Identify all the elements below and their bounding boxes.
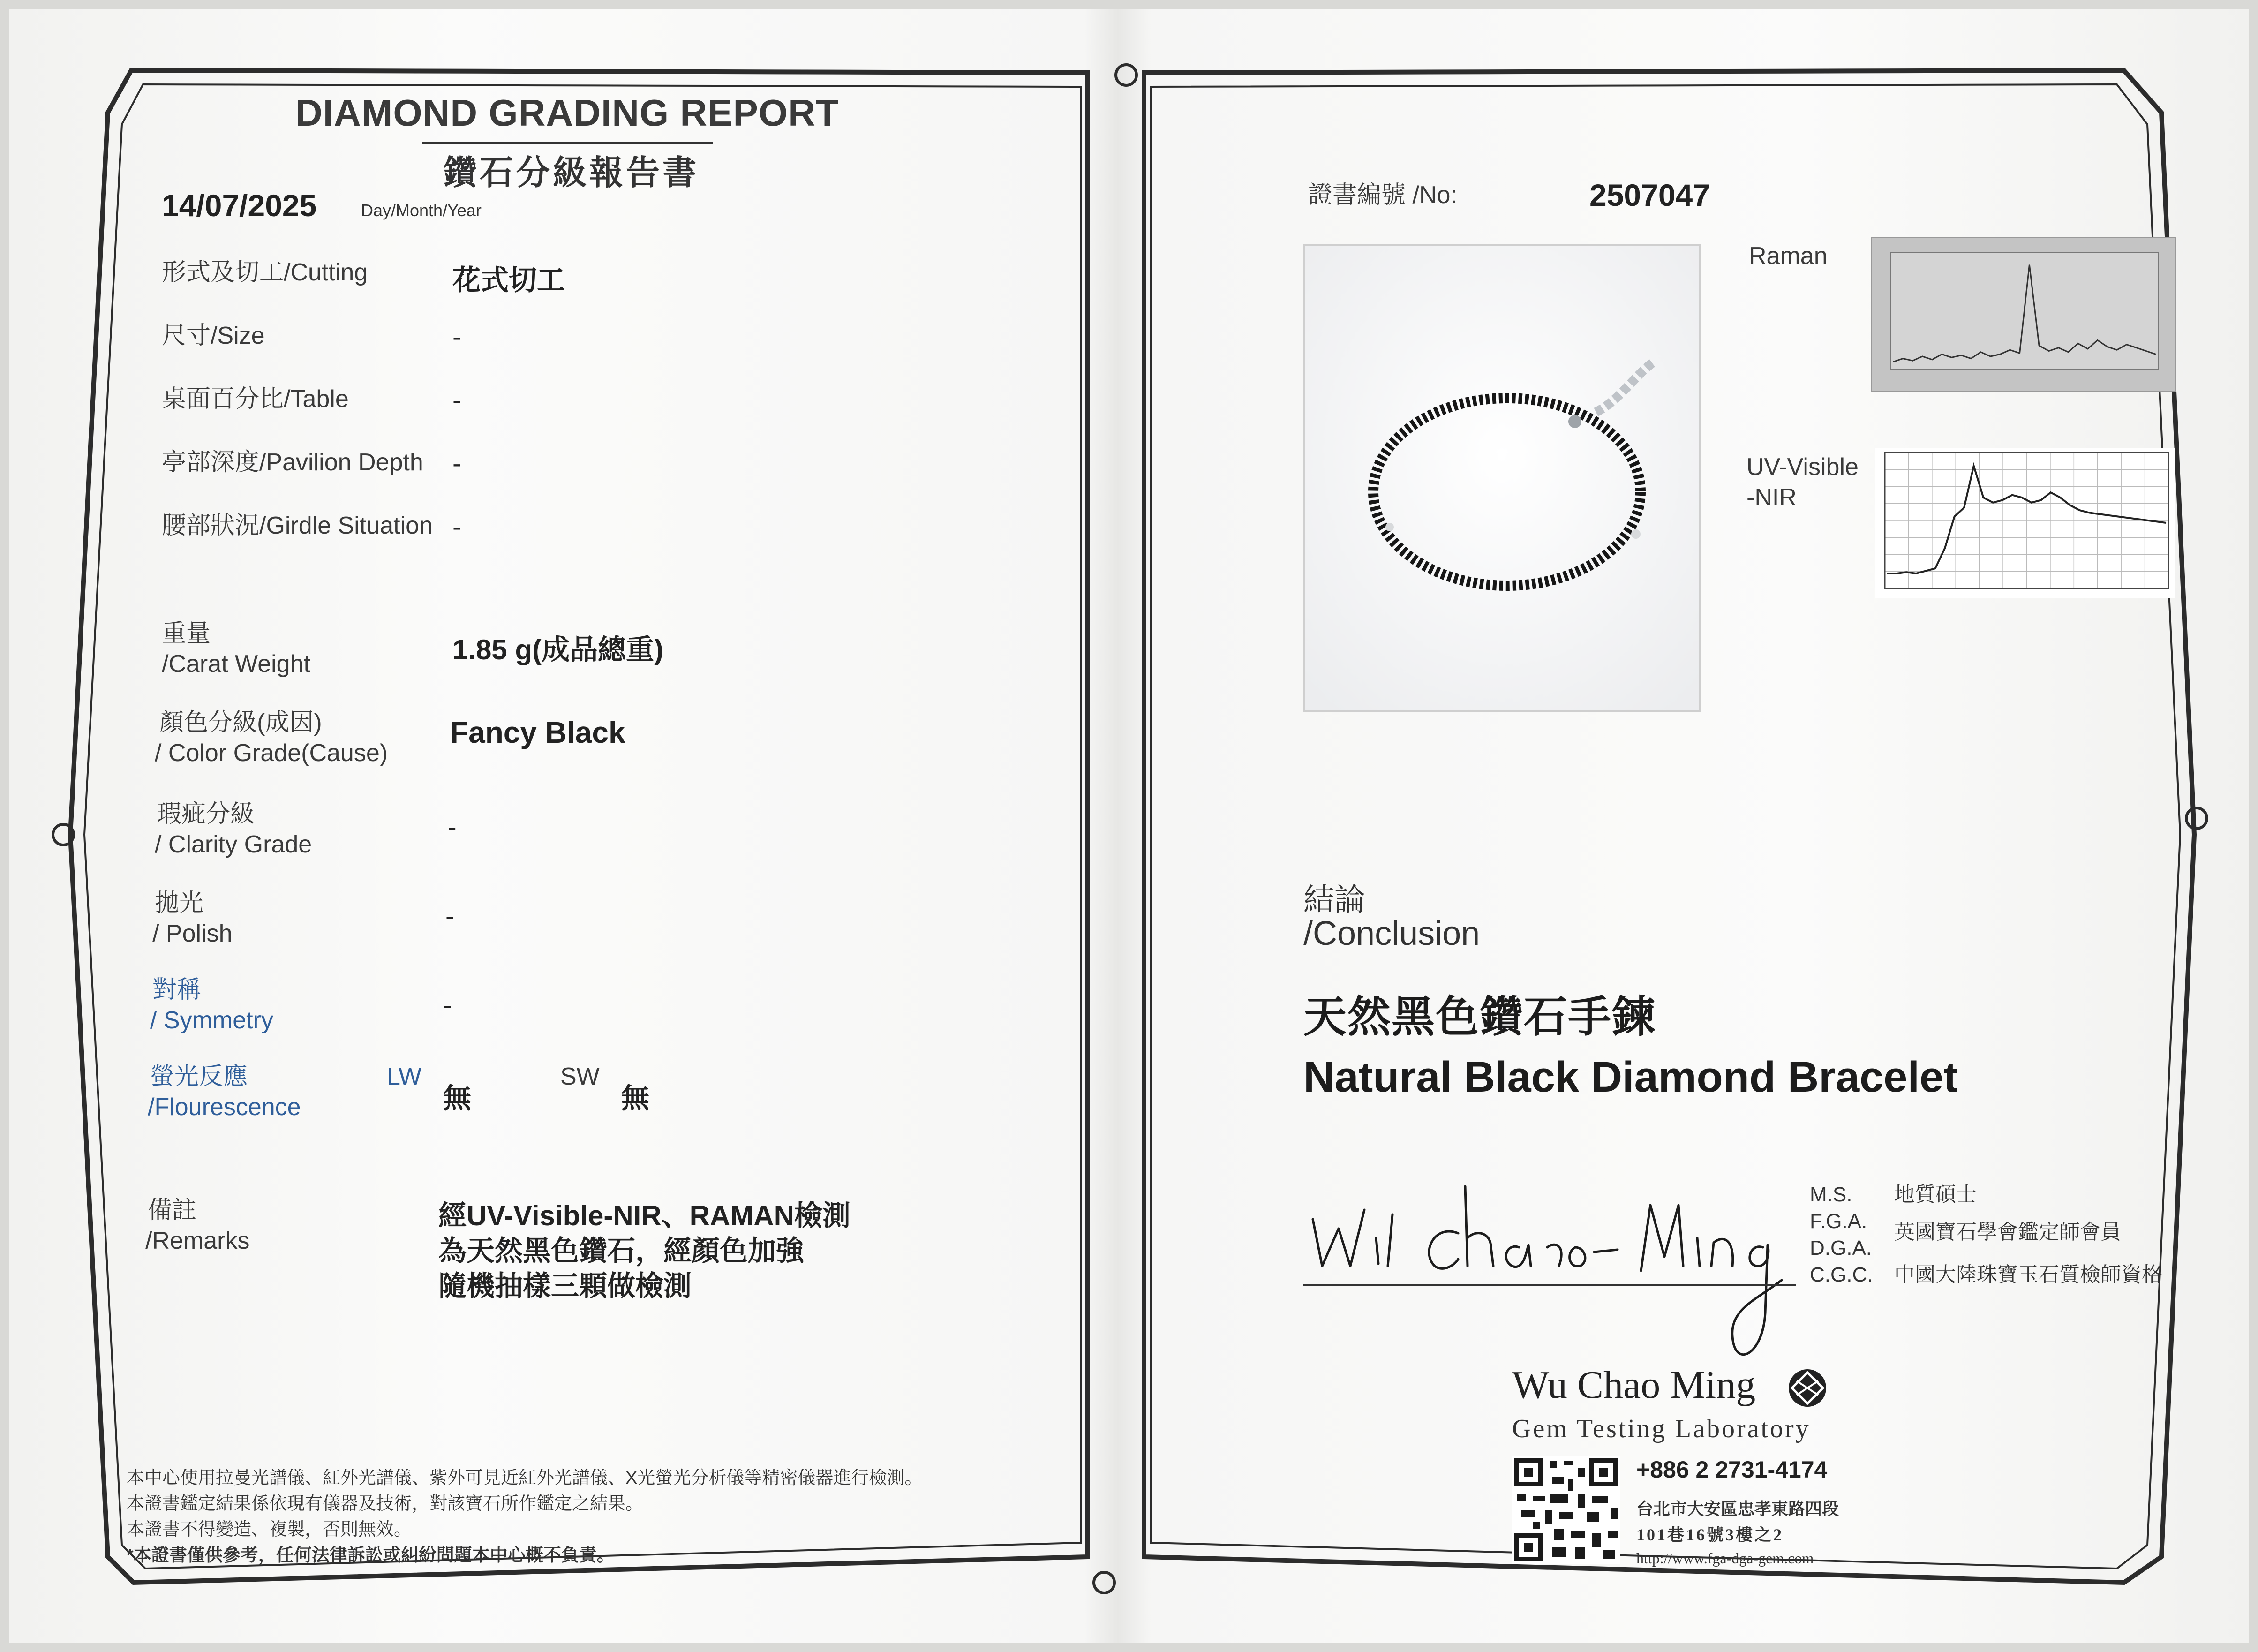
polish-label-zh: 拋光 xyxy=(155,890,204,917)
color-label-zh: 顏色分級(成因) xyxy=(159,709,322,736)
cert-number-label: 證書編號 /No: xyxy=(1308,181,1457,209)
conclusion-en: Natural Black Diamond Bracelet xyxy=(1303,1053,1958,1101)
clarity-label-zh: 瑕疵分級 xyxy=(157,800,255,828)
polish-label-en: / Polish xyxy=(152,920,233,947)
signature-image xyxy=(1294,1158,1810,1374)
conclusion-zh: 天然黑色鑽石手鍊 xyxy=(1303,993,1656,1041)
raman-chart-svg xyxy=(1872,238,2175,391)
remarks-line-2: 為天然黑色鑽石，經顏色加強 xyxy=(438,1235,804,1267)
lab-logo-icon xyxy=(1786,1367,1829,1409)
table-value: - xyxy=(452,385,461,415)
symmetry-label-zh: 對稱 xyxy=(152,976,202,1003)
credential-text-4: 中國大陸珠寶玉石質檢師資格 xyxy=(1894,1263,2162,1286)
footer-note-4: *本證書僅供參考，任何法律訴訟或糾紛問題本中心概不負責。 xyxy=(127,1546,615,1565)
fluorescence-lw-value: 無 xyxy=(443,1083,471,1114)
polish-value: - xyxy=(445,901,454,930)
uv-chart-svg xyxy=(1875,448,2175,598)
certificate xyxy=(9,9,2249,1643)
raman-label: Raman xyxy=(1749,242,1828,270)
size-label: 尺寸/Size xyxy=(162,322,265,349)
fluorescence-sw-value: 無 xyxy=(621,1083,649,1114)
bracelet-icon xyxy=(1305,246,1699,710)
conclusion-label-en: /Conclusion xyxy=(1303,915,1480,952)
remarks-line-3: 隨機抽樣三顆做檢測 xyxy=(438,1270,692,1302)
remarks-line-1: 經UV-Visible-NIR、RAMAN檢測 xyxy=(438,1200,851,1231)
footer-note-2: 本證書鑑定結果係依現有儀器及技術，對該寶石所作鑑定之結果。 xyxy=(127,1494,644,1514)
uv-label-1: UV-Visible xyxy=(1746,453,1859,481)
clarity-label-en: / Clarity Grade xyxy=(155,831,312,858)
pavilion-label: 亭部深度/Pavilion Depth xyxy=(162,449,423,476)
fluorescence-lw-label: LW xyxy=(387,1063,422,1090)
uv-label-2: -NIR xyxy=(1746,484,1797,511)
qr-code-icon[interactable] xyxy=(1512,1456,1620,1564)
footer-note-3: 本證書不得變造、複製，否則無效。 xyxy=(127,1520,412,1539)
credential-abbr-2: F.G.A. xyxy=(1810,1210,1867,1233)
clarity-value: - xyxy=(448,812,457,841)
credential-text-1: 地質碩士 xyxy=(1894,1183,1977,1206)
size-value: - xyxy=(452,322,461,351)
lab-phone: +886 2 2731-4174 xyxy=(1636,1456,1828,1483)
conclusion-label-zh: 結論 xyxy=(1303,882,1365,917)
cert-number: 2507047 xyxy=(1589,178,1710,212)
color-value: Fancy Black xyxy=(450,716,625,749)
lab-address-2: 101巷16號3樓之2 xyxy=(1636,1525,1784,1544)
report-title-zh: 鑽石分級報告書 xyxy=(443,154,700,192)
fluorescence-label-en: /Flourescence xyxy=(148,1094,301,1121)
uv-chart xyxy=(1875,448,2175,598)
raman-chart xyxy=(1871,237,2176,392)
symmetry-label-en: / Symmetry xyxy=(150,1007,273,1034)
pavilion-value: - xyxy=(452,448,461,478)
weight-label-zh: 重量 xyxy=(162,620,211,647)
title-divider xyxy=(422,142,713,144)
lab-name: Wu Chao Ming xyxy=(1512,1363,1756,1407)
girdle-label: 腰部狀況/Girdle Situation xyxy=(162,512,433,539)
symmetry-value: - xyxy=(443,990,452,1019)
remarks-label-en: /Remarks xyxy=(145,1227,250,1254)
color-label-en: / Color Grade(Cause) xyxy=(155,739,388,767)
credential-text-2: 英國寶石學會鑑定師會員 xyxy=(1894,1221,2121,1244)
girdle-value: - xyxy=(452,512,461,541)
weight-value: 1.85 g(成品總重) xyxy=(452,634,664,665)
lab-address-1: 台北市大安區忠孝東路四段 xyxy=(1636,1500,1839,1518)
credential-abbr-3: D.G.A. xyxy=(1810,1237,1872,1260)
cutting-value: 花式切工 xyxy=(452,264,565,296)
report-title-en: DIAMOND GRADING REPORT xyxy=(295,92,839,134)
lab-website[interactable]: http://www.fga-dga-gem.com xyxy=(1636,1550,1814,1567)
cutting-label: 形式及切工/Cutting xyxy=(162,259,368,286)
report-date: 14/07/2025 xyxy=(162,188,317,223)
remarks-label-zh: 備註 xyxy=(148,1197,197,1224)
fluorescence-sw-label: SW xyxy=(560,1063,600,1090)
lab-subtitle: Gem Testing Laboratory xyxy=(1512,1414,1811,1443)
credential-abbr-4: C.G.C. xyxy=(1810,1263,1873,1286)
product-photo xyxy=(1303,244,1701,712)
date-format: Day/Month/Year xyxy=(361,201,482,220)
footer-note-1: 本中心使用拉曼光譜儀、紅外光譜儀、紫外可見近紅外光譜儀、X光螢光分析儀等精密儀器進行檢測。 xyxy=(127,1468,923,1488)
weight-label-en: /Carat Weight xyxy=(162,650,310,678)
table-label: 桌面百分比/Table xyxy=(162,385,349,413)
fluorescence-label-zh: 螢光反應 xyxy=(150,1063,248,1090)
credential-abbr-1: M.S. xyxy=(1810,1183,1852,1206)
